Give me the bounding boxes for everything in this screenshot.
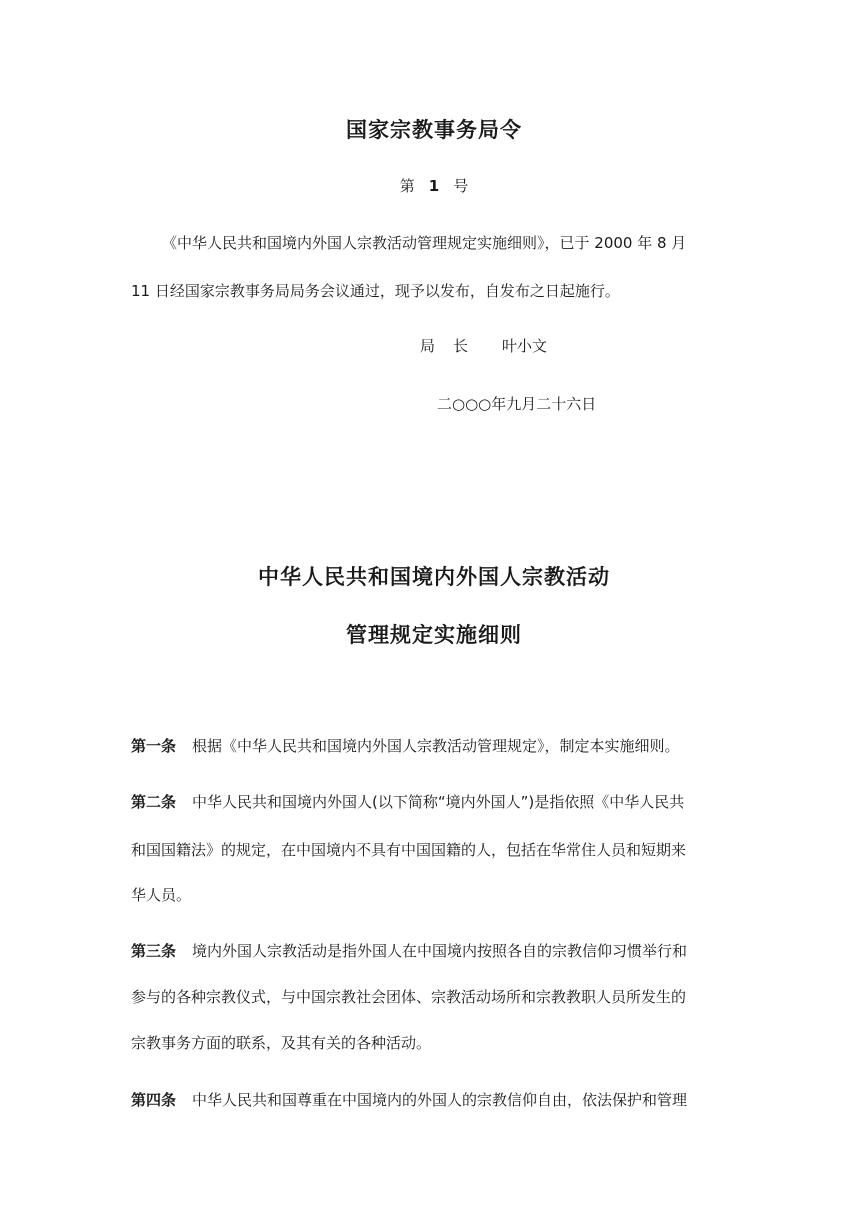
director-label-2: 长: [453, 337, 469, 355]
article-2-line-2: 和国国籍法》的规定，在中国境内不具有中国国籍的人，包括在华常住人员和短期来: [131, 841, 687, 859]
article-3-line-1: [131, 940, 687, 962]
director-name: 叶小文: [502, 337, 548, 355]
article-4-head: 第四条: [131, 1091, 177, 1109]
article-4-text-1: 中华人民共和国尊重在中国境内的外国人的宗教信仰自由，依法保护和管理: [192, 1091, 688, 1109]
order-body-line-1: 《中华人民共和国境内外国人宗教活动管理规定实施细则》，已于 2000 年 8 月: [162, 234, 687, 252]
article-1-line-1: [131, 735, 680, 757]
article-2-text-1: 中华人民共和国境内外国人(以下简称“境内外国人”)是指依照《中华人民共: [192, 793, 685, 811]
order-number-suffix: 号: [453, 177, 469, 195]
article-4-line-1: [131, 1089, 687, 1111]
order-number-value: 1: [428, 177, 440, 195]
rules-title-line-1: 中华人民共和国境内外国人宗教活动: [258, 565, 610, 589]
director-label-1: 局: [420, 337, 436, 355]
article-2-line-3: 华人员。: [131, 886, 192, 904]
order-number-prefix: 第: [399, 177, 415, 195]
order-date: 二○○○年九月二十六日: [437, 395, 597, 413]
rules-title-line-2: 管理规定实施细则: [346, 623, 522, 647]
order-title: 国家宗教事务局令: [346, 118, 522, 142]
article-3-head: 第三条: [131, 942, 177, 960]
order-number: [0, 175, 868, 196]
article-1-head: 第一条: [131, 737, 177, 755]
article-3-line-3: 宗教事务方面的联系，及其有关的各种活动。: [131, 1034, 432, 1052]
article-2-head: 第二条: [131, 793, 177, 811]
order-body-line-2: 11 日经国家宗教事务局局务会议通过，现予以发布，自发布之日起施行。: [131, 282, 620, 300]
article-1-text: 根据《中华人民共和国境内外国人宗教活动管理规定》，制定本实施细则。: [192, 737, 680, 755]
article-3-text-1: 境内外国人宗教活动是指外国人在中国境内按照各自的宗教信仰习惯举行和: [192, 942, 688, 960]
director-signature: [420, 335, 547, 356]
article-2-line-1: [131, 791, 684, 813]
article-3-line-2: 参与的各种宗教仪式，与中国宗教社会团体、宗教活动场所和宗教教职人员所发生的: [131, 988, 687, 1006]
